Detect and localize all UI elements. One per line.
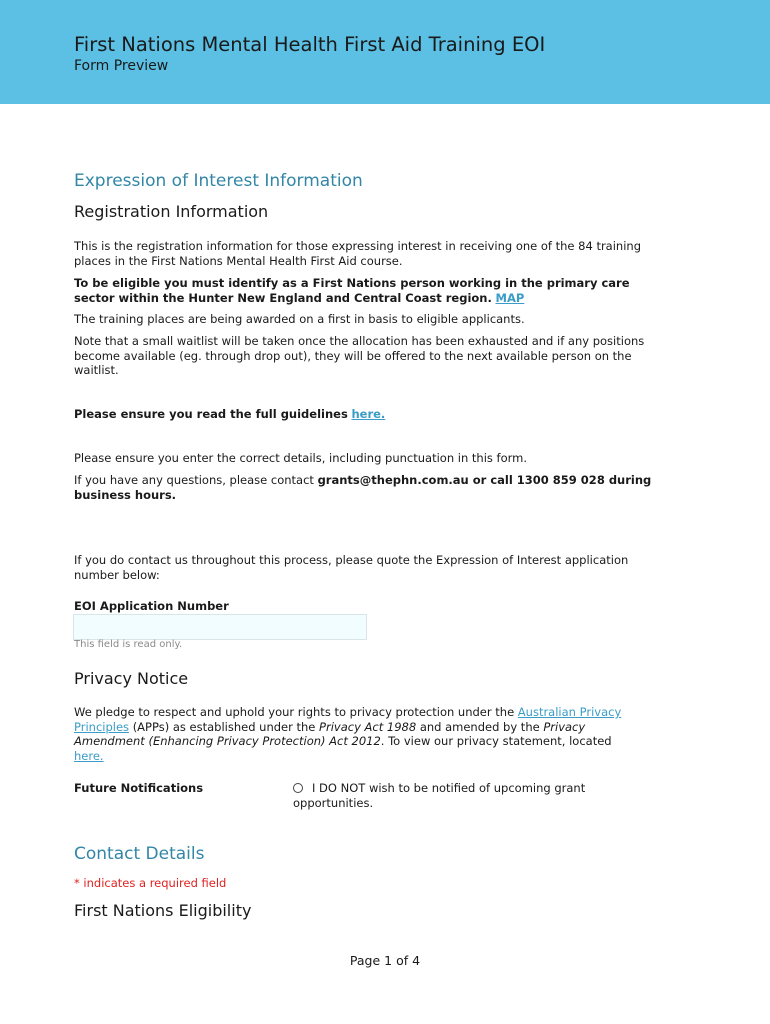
app-link[interactable]: Australian Privacy Principles: [74, 705, 622, 734]
contact-paragraph: [74, 473, 674, 502]
contact-prefix: If you have any questions, please contact: [74, 473, 314, 487]
form-header: [0, 0, 770, 104]
contact-details: grants@thephn.com.au or call 1300 859 028 during business hours.: [74, 473, 652, 502]
future-notifications-label: Future Notifications: [74, 781, 204, 795]
registration-paragraph: This is the registration information for those expressing interest in receiving one of the 84 training places in the First Nations Mental Health First Aid course.: [74, 239, 641, 268]
privacy-statement-link[interactable]: here.: [74, 748, 104, 763]
eligibility-paragraph: [74, 276, 674, 305]
privacy-text-4: . To view our privacy statement, located: [380, 734, 612, 748]
radio-button[interactable]: [293, 783, 303, 793]
privacy-paragraph: [74, 705, 644, 763]
required-field-note: * indicates a required field: [74, 876, 227, 890]
guidelines-link[interactable]: here.: [351, 407, 386, 421]
waitlist-paragraph: Note that a small waitlist will be taken once the allocation has been exhausted and if any positions become available (eg. through drop out), they will be offered to the next available person on the waitlist.: [74, 334, 645, 377]
details-paragraph: Please ensure you enter the correct details, including punctuation in this form.: [74, 451, 528, 465]
contact-details-heading: Contact Details: [74, 844, 205, 864]
privacy-amendment-act: Privacy Amendment (Enhancing Privacy Protection) Act 2012: [74, 719, 586, 748]
privacy-text-1: We pledge to respect and uphold your rights to privacy protection under the: [74, 705, 515, 719]
privacy-text-3: and amended by the: [419, 719, 540, 734]
guidelines-paragraph: [74, 407, 674, 422]
form-subtitle: Form Preview: [74, 58, 169, 74]
privacy-heading: Privacy Notice: [74, 669, 189, 688]
map-link[interactable]: MAP: [495, 290, 525, 305]
guidelines-text: Please ensure you read the full guidelines: [74, 407, 348, 421]
page-number: Page 1 of 4: [349, 953, 421, 968]
eoi-number-hint: This field is read only.: [74, 639, 183, 650]
eoi-section-heading: Expression of Interest Information: [74, 171, 363, 191]
future-option-text: I DO NOT wish to be notified of upcoming grant opportunities.: [293, 781, 586, 810]
privacy-act-1988: Privacy Act 1988: [319, 719, 417, 734]
first-basis-paragraph: The training places are being awarded on a first in basis to eligible applicants.: [74, 312, 525, 326]
quote-paragraph: If you do contact us throughout this process, please quote the Expression of Interest application number below:: [74, 553, 629, 582]
eoi-number-field[interactable]: [73, 614, 367, 640]
first-nations-eligibility-heading: First Nations Eligibility: [74, 901, 252, 920]
eligibility-text: To be eligible you must identify as a First Nations person working in the primary care sector within the Hunter New England and Central Coast region.: [74, 276, 630, 305]
future-notifications-option[interactable]: [293, 781, 633, 810]
privacy-text-2: (APPs) as established under the: [132, 719, 316, 734]
form-title: First Nations Mental Health First Aid Training EOI: [74, 33, 546, 56]
eoi-number-label: EOI Application Number: [74, 599, 229, 613]
registration-subheading: Registration Information: [74, 202, 269, 221]
